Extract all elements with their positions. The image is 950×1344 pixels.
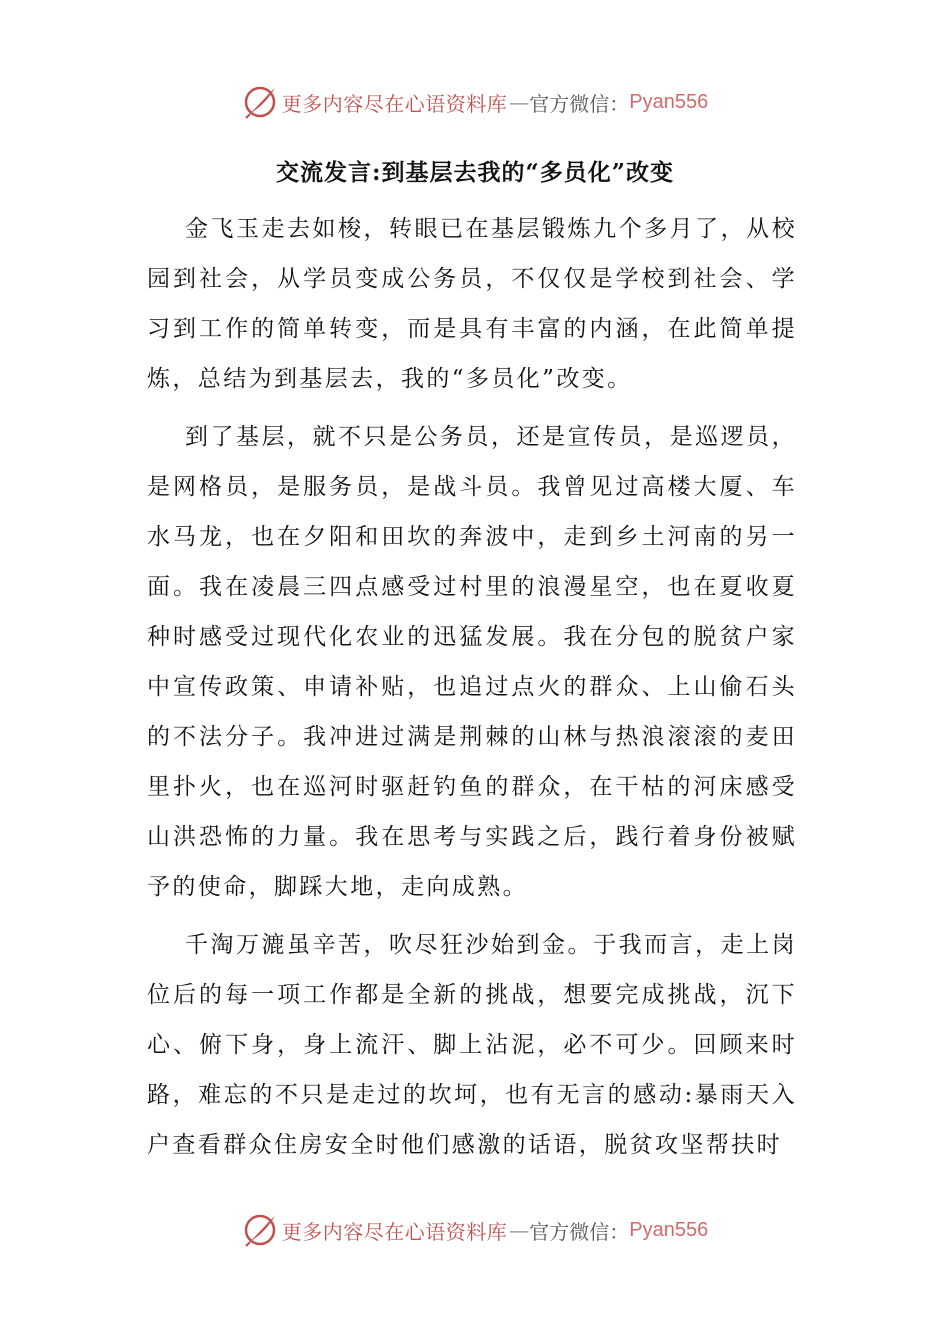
footer-watermark-banner: [0, 1208, 950, 1252]
banner-wechat-label: 官方微信：: [529, 1219, 630, 1244]
document-title: 交流发言:到基层去我的“多员化”改变: [276, 159, 674, 186]
banner-separator: —: [509, 1218, 530, 1242]
document-body: [147, 204, 797, 1178]
paragraph: 到了基层，就不只是公务员，还是宣传员，是巡逻员，是网格员，是服务员，是战斗员。我曾见过高楼大厦、车水马龙，也在夕阳和田坎的奔波中，走到乡土河南的另一面。我在凌晨三四点感受过村里的浪漫星空，也在夏收夏种时感受过现代化农业的迅猛发展。我在分包的脱贫户家中宣传政策、申请补贴，也追过点火的群众、上山偷石头的不法分子。我冲进过满是荆棘的山林与热浪滚滚的麦田里扑火，也在巡河时驱赶钓鱼的群众，在干枯的河床感受山洪恐怖的力量。我在思考与实践之后，践行着身份被赋予的使命，脚踩大地，走向成熟。: [147, 424, 797, 900]
banner-wechat-id: Pyan556: [629, 90, 709, 113]
quill-logo-icon: [242, 84, 278, 120]
paragraph: 金飞玉走去如梭，转眼已在基层锻炼九个多月了，从校园到社会，从学员变成公务员，不仅仅是学校到社会、学习到工作的简单转变，而是具有丰富的内涵，在此简单提炼，总结为到基层去，我的“多员化”改变。: [147, 216, 797, 392]
banner-separator: —: [509, 90, 530, 114]
header-watermark-banner: [0, 80, 950, 124]
banner-text: 更多内容尽在心语资料库: [281, 91, 508, 116]
banner-text: 更多内容尽在心语资料库: [281, 1219, 508, 1244]
paragraph: 千淘万漉虽辛苦，吹尽狂沙始到金。于我而言，走上岗位后的每一项工作都是全新的挑战，想要完成挑战，沉下心、俯下身，身上流汗、脚上沾泥，必不可少。回顾来时路，难忘的不只是走过的坎坷，也有无言的感动:暴雨天入户查看群众住房安全时他们感激的话语，脱贫攻坚帮扶时: [147, 932, 797, 1158]
banner-wechat-label: 官方微信：: [529, 91, 630, 116]
banner-wechat-id: Pyan556: [629, 1218, 709, 1241]
quill-logo-icon: [242, 1212, 278, 1248]
